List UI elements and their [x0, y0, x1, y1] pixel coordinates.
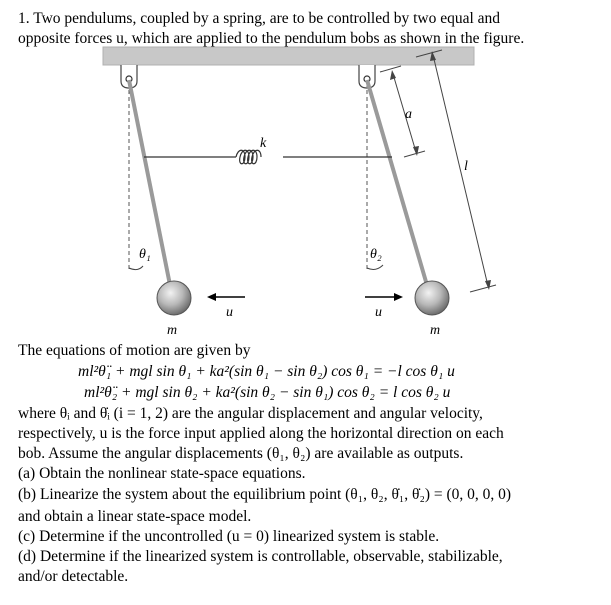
theta2-arc: [367, 265, 383, 269]
spring-label-k: k: [260, 136, 267, 151]
left-force-arrow: [207, 293, 245, 301]
part-b-line-2: and obtain a linear state-space model.: [18, 508, 252, 525]
equation-2: ml²θ̈₂ + mgl sin θ₂ + ka²(sin θ₂ − sin θ₁) cos θ₂ = l cos θ₂ u: [84, 384, 451, 401]
theta1-label: θ₁: [139, 247, 151, 262]
intro-line-1: 1. Two pendulums, coupled by a spring, are to be controlled by two equal and: [18, 10, 501, 27]
left-mass-label: m: [167, 323, 178, 335]
right-bob: [415, 281, 449, 315]
right-mass-label: m: [430, 323, 441, 335]
part-c: (c) Determine if the uncontrolled (u = 0) linearized system is stable.: [18, 528, 440, 545]
left-force-label: u: [226, 305, 233, 320]
pendulum-figure: [0, 45, 611, 335]
right-force-label: u: [375, 305, 382, 320]
spring: [144, 150, 392, 164]
theta1-arc: [129, 266, 143, 270]
intro-line-2: opposite forces u, which are applied to the pendulum bobs as shown in the figure.: [18, 30, 525, 47]
where-line-1: where θᵢ and θ̇ᵢ (i = 1, 2) are the angular displacement and angular velocity,: [18, 405, 483, 422]
where-line-3: bob. Assume the angular displacements (θ₁, θ₂) are available as outputs.: [18, 445, 464, 462]
dimension-a-label: a: [405, 107, 412, 122]
equation-1: ml²θ̈₁ + mgl sin θ₁ + ka²(sin θ₁ − sin θ₂) cos θ₁ = −l cos θ₁ u: [78, 363, 455, 380]
part-d-line-1: (d) Determine if the linearized system is controllable, observable, stabilizable,: [18, 548, 503, 565]
dimension-l-label: l: [464, 159, 468, 174]
part-d-line-2: and/or detectable.: [18, 568, 129, 585]
dimension-l: [416, 50, 496, 292]
right-force-arrow: [365, 293, 403, 301]
part-a: (a) Obtain the nonlinear state-space equations.: [18, 465, 306, 482]
theta2-label: θ₂: [370, 247, 382, 262]
part-b-line-1: (b) Linearize the system about the equilibrium point (θ₁, θ₂, θ̇₁, θ̇₂) = (0, 0, 0, 0): [18, 486, 512, 503]
equations-lead: The equations of motion are given by: [18, 342, 251, 359]
left-bob: [157, 281, 191, 315]
where-line-2: respectively, u is the force input applied along the horizontal direction on each: [18, 425, 504, 442]
